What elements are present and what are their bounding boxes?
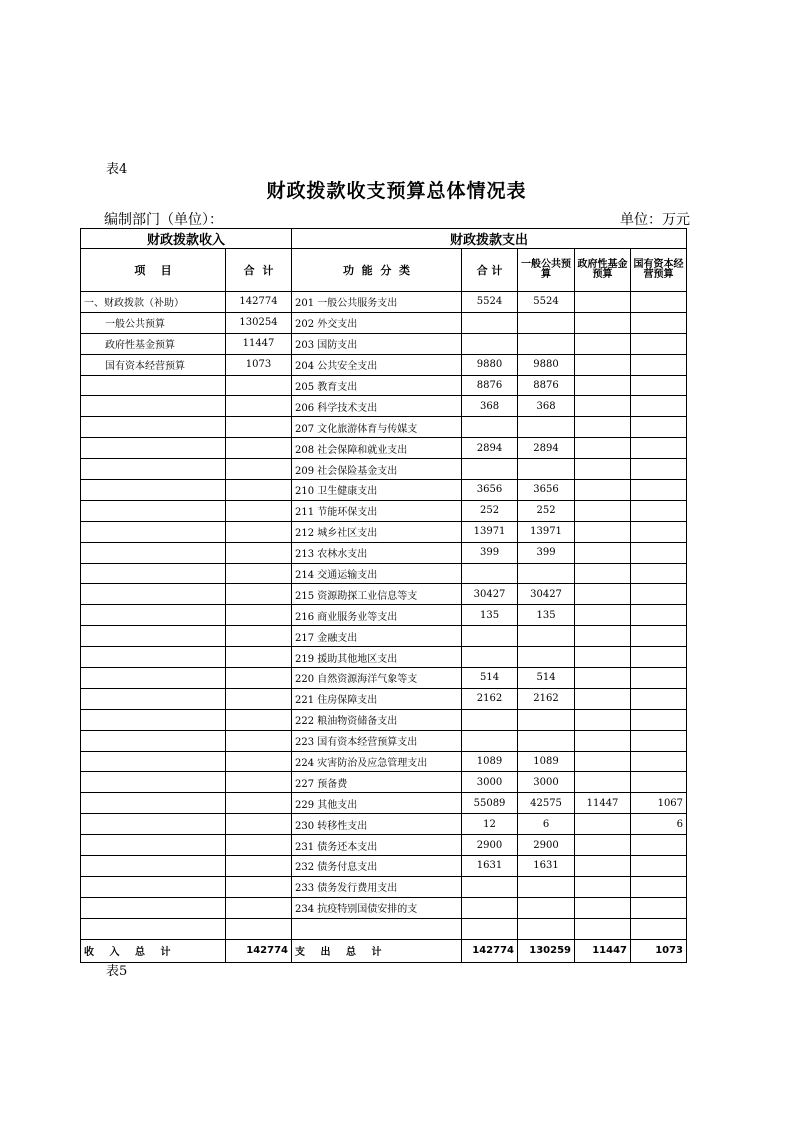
fund-budget-cell (575, 835, 631, 856)
income-grand-total: 142774 (226, 939, 292, 962)
general-budget-cell (518, 730, 575, 751)
category-cell: 201 一般公共服务支出 (292, 292, 462, 313)
table-row (81, 876, 687, 897)
income-total-cell: 11447 (226, 333, 292, 354)
income-total-cell (226, 751, 292, 772)
expense-total-cell (462, 647, 518, 668)
expense-total-cell: 5524 (462, 292, 518, 313)
expense-total-cell (462, 459, 518, 480)
table-row (81, 688, 687, 709)
fund-budget-cell (575, 521, 631, 542)
income-item-cell (81, 876, 226, 897)
category-cell: 222 粮油物资储备支出 (292, 709, 462, 730)
general-budget-cell: 13971 (518, 521, 575, 542)
state-capital-budget-cell (631, 563, 687, 584)
income-total-cell: 142774 (226, 292, 292, 313)
general-budget-cell: 3000 (518, 772, 575, 793)
general-budget-cell: 3656 (518, 480, 575, 501)
general-budget-cell (518, 417, 575, 438)
income-total-cell (226, 480, 292, 501)
category-cell: 211 节能环保支出 (292, 500, 462, 521)
income-item-cell (81, 897, 226, 918)
fund-budget-cell (575, 354, 631, 375)
income-item-cell (81, 542, 226, 563)
expense-total-cell: 55089 (462, 793, 518, 814)
expense-total-cell: 399 (462, 542, 518, 563)
fund-budget-cell (575, 312, 631, 333)
income-item-cell (81, 605, 226, 626)
expense-total-cell (462, 626, 518, 647)
expense-total-cell: 2900 (462, 835, 518, 856)
expense-group-header: 财政拨款支出 (292, 229, 687, 249)
state-capital-budget-cell (631, 521, 687, 542)
state-capital-budget-cell (631, 480, 687, 501)
general-budget-cell: 1089 (518, 751, 575, 772)
table-row (81, 375, 687, 396)
total-row (81, 939, 687, 962)
general-budget-cell (518, 333, 575, 354)
state-capital-budget-cell (631, 417, 687, 438)
state-capital-grand-total: 1073 (631, 939, 687, 962)
income-total-cell (226, 375, 292, 396)
general-budget-cell: 42575 (518, 793, 575, 814)
fund-budget-cell: 11447 (575, 793, 631, 814)
state-capital-budget-cell (631, 396, 687, 417)
income-total-cell (226, 647, 292, 668)
category-cell: 202 外交支出 (292, 312, 462, 333)
unit-label: 单位：万元 (620, 212, 690, 228)
column-header-row (81, 249, 687, 292)
general-budget-cell: 135 (518, 605, 575, 626)
income-item-cell (81, 563, 226, 584)
table-row (81, 563, 687, 584)
fund-budget-cell (575, 333, 631, 354)
category-cell: 234 抗疫特别国债安排的支 (292, 897, 462, 918)
category-cell: 207 文化旅游体育与传媒支 (292, 417, 462, 438)
fund-budget-cell (575, 500, 631, 521)
category-cell: 215 资源勘探工业信息等支 (292, 584, 462, 605)
expense-total-cell: 135 (462, 605, 518, 626)
expense-total-cell: 368 (462, 396, 518, 417)
income-item-cell (81, 647, 226, 668)
income-item-cell (81, 417, 226, 438)
category-cell: 229 其他支出 (292, 793, 462, 814)
income-total-cell (226, 626, 292, 647)
expense-total-cell: 1089 (462, 751, 518, 772)
income-item-cell (81, 709, 226, 730)
state-capital-budget-cell (631, 375, 687, 396)
expense-total-cell (462, 709, 518, 730)
category-cell (292, 918, 462, 939)
fund-budget-cell (575, 584, 631, 605)
state-capital-budget-cell (631, 605, 687, 626)
fund-budget-cell (575, 751, 631, 772)
table-row (81, 918, 687, 939)
income-item-cell (81, 730, 226, 751)
income-total-cell (226, 438, 292, 459)
category-cell: 213 农林水支出 (292, 542, 462, 563)
fund-budget-cell (575, 459, 631, 480)
table-row (81, 814, 687, 835)
state-capital-budget-cell (631, 688, 687, 709)
table-row (81, 709, 687, 730)
organization-label: 编制部门（单位）： (104, 212, 223, 228)
table-row (81, 480, 687, 501)
state-capital-budget-cell (631, 897, 687, 918)
income-item-cell (81, 584, 226, 605)
table-row (81, 521, 687, 542)
state-capital-budget-cell (631, 438, 687, 459)
state-capital-budget-cell (631, 312, 687, 333)
income-item-cell (81, 814, 226, 835)
fund-budget-cell (575, 542, 631, 563)
expense-total-label: 支 出 总 计 (292, 939, 462, 962)
general-budget-header: 一般公共预算 (518, 249, 575, 292)
table-row (81, 835, 687, 856)
state-capital-budget-cell (631, 626, 687, 647)
fund-budget-cell (575, 647, 631, 668)
fund-budget-cell (575, 417, 631, 438)
table-row (81, 396, 687, 417)
general-budget-cell (518, 918, 575, 939)
general-budget-cell: 368 (518, 396, 575, 417)
expense-total-cell (462, 333, 518, 354)
state-capital-budget-cell (631, 730, 687, 751)
category-cell: 210 卫生健康支出 (292, 480, 462, 501)
income-total-cell (226, 856, 292, 877)
income-item-cell: 国有资本经营预算 (81, 354, 226, 375)
state-capital-budget-cell (631, 772, 687, 793)
table-row (81, 542, 687, 563)
fund-budget-cell (575, 563, 631, 584)
income-item-cell (81, 480, 226, 501)
income-item-cell (81, 521, 226, 542)
general-budget-cell: 2162 (518, 688, 575, 709)
fund-budget-cell (575, 375, 631, 396)
category-cell: 208 社会保障和就业支出 (292, 438, 462, 459)
income-item-cell (81, 375, 226, 396)
income-item-cell (81, 835, 226, 856)
fund-budget-cell (575, 814, 631, 835)
income-item-cell (81, 751, 226, 772)
state-capital-budget-cell: 6 (631, 814, 687, 835)
general-budget-cell (518, 563, 575, 584)
category-cell: 231 债务还本支出 (292, 835, 462, 856)
income-total-cell (226, 417, 292, 438)
category-cell: 203 国防支出 (292, 333, 462, 354)
general-budget-cell (518, 626, 575, 647)
table-row (81, 417, 687, 438)
expense-total-cell: 514 (462, 668, 518, 689)
general-budget-cell: 9880 (518, 354, 575, 375)
table-row (81, 292, 687, 313)
income-total-header: 合 计 (226, 249, 292, 292)
income-total-cell (226, 793, 292, 814)
general-budget-cell: 2894 (518, 438, 575, 459)
expense-total-cell: 2162 (462, 688, 518, 709)
income-item-cell (81, 459, 226, 480)
income-item-cell (81, 668, 226, 689)
fund-budget-cell (575, 438, 631, 459)
expense-total-cell: 13971 (462, 521, 518, 542)
fund-budget-cell (575, 918, 631, 939)
state-capital-budget-cell (631, 500, 687, 521)
category-cell: 206 科学技术支出 (292, 396, 462, 417)
state-capital-budget-cell (631, 668, 687, 689)
expense-total-cell: 2894 (462, 438, 518, 459)
expense-total-cell (462, 730, 518, 751)
general-budget-cell: 5524 (518, 292, 575, 313)
fund-grand-total: 11447 (575, 939, 631, 962)
income-item-cell (81, 500, 226, 521)
general-budget-cell: 6 (518, 814, 575, 835)
expense-total-cell: 252 (462, 500, 518, 521)
table-row (81, 793, 687, 814)
income-total-cell (226, 688, 292, 709)
fund-budget-cell (575, 709, 631, 730)
category-cell: 223 国有资本经营预算支出 (292, 730, 462, 751)
category-cell: 205 教育支出 (292, 375, 462, 396)
income-total-cell (226, 814, 292, 835)
table-row (81, 584, 687, 605)
state-capital-budget-cell (631, 835, 687, 856)
page-title: 财政拨款收支预算总体情况表 (266, 180, 527, 202)
income-total-cell (226, 459, 292, 480)
income-total-label: 收 入 总 计 (81, 939, 226, 962)
category-cell: 212 城乡社区支出 (292, 521, 462, 542)
table-row (81, 354, 687, 375)
table-row (81, 459, 687, 480)
state-capital-budget-cell: 1067 (631, 793, 687, 814)
state-capital-budget-cell (631, 647, 687, 668)
category-cell: 232 债务付息支出 (292, 856, 462, 877)
category-cell: 209 社会保险基金支出 (292, 459, 462, 480)
general-budget-cell (518, 459, 575, 480)
fund-budget-header: 政府性基金预算 (575, 249, 631, 292)
state-capital-budget-cell (631, 292, 687, 313)
table-row (81, 647, 687, 668)
fund-budget-cell (575, 856, 631, 877)
state-capital-budget-cell (631, 584, 687, 605)
income-total-cell (226, 584, 292, 605)
income-group-header: 财政拨款收入 (81, 229, 292, 249)
income-item-cell: 政府性基金预算 (81, 333, 226, 354)
expense-total-header: 合 计 (462, 249, 518, 292)
expense-total-cell: 30427 (462, 584, 518, 605)
fund-budget-cell (575, 688, 631, 709)
table-row (81, 626, 687, 647)
income-item-cell (81, 688, 226, 709)
table-row (81, 897, 687, 918)
income-total-cell (226, 918, 292, 939)
expense-total-cell (462, 563, 518, 584)
income-total-cell (226, 876, 292, 897)
table-row (81, 333, 687, 354)
next-table-label: 表5 (106, 964, 128, 979)
table-row (81, 438, 687, 459)
category-cell: 221 住房保障支出 (292, 688, 462, 709)
state-capital-budget-cell (631, 709, 687, 730)
income-item-cell: 一般公共预算 (81, 312, 226, 333)
state-capital-budget-cell (631, 542, 687, 563)
income-item-cell (81, 793, 226, 814)
budget-table (80, 228, 687, 963)
category-header: 功 能 分 类 (292, 249, 462, 292)
expense-total-cell (462, 897, 518, 918)
income-item-cell (81, 626, 226, 647)
expense-total-cell (462, 312, 518, 333)
general-budget-cell: 252 (518, 500, 575, 521)
state-capital-budget-header: 国有资本经营预算 (631, 249, 687, 292)
general-budget-cell: 399 (518, 542, 575, 563)
category-cell: 220 自然资源海洋气象等支 (292, 668, 462, 689)
table-row (81, 772, 687, 793)
general-budget-cell (518, 876, 575, 897)
category-cell: 217 金融支出 (292, 626, 462, 647)
category-cell: 216 商业服务业等支出 (292, 605, 462, 626)
table-row (81, 312, 687, 333)
income-item-cell (81, 856, 226, 877)
group-header-row (81, 229, 687, 249)
category-cell: 219 援助其他地区支出 (292, 647, 462, 668)
general-budget-cell: 514 (518, 668, 575, 689)
state-capital-budget-cell (631, 918, 687, 939)
fund-budget-cell (575, 605, 631, 626)
expense-total-cell (462, 918, 518, 939)
fund-budget-cell (575, 396, 631, 417)
general-budget-cell (518, 709, 575, 730)
fund-budget-cell (575, 772, 631, 793)
expense-total-cell: 9880 (462, 354, 518, 375)
income-total-cell (226, 605, 292, 626)
fund-budget-cell (575, 668, 631, 689)
table-row (81, 730, 687, 751)
general-budget-cell (518, 312, 575, 333)
income-total-cell (226, 668, 292, 689)
income-item-cell (81, 772, 226, 793)
state-capital-budget-cell (631, 459, 687, 480)
table-row (81, 856, 687, 877)
category-cell: 230 转移性支出 (292, 814, 462, 835)
table-row (81, 751, 687, 772)
fund-budget-cell (575, 897, 631, 918)
general-budget-cell: 1631 (518, 856, 575, 877)
expense-grand-total: 142774 (462, 939, 518, 962)
income-item-cell: 一、财政拨款（补助） (81, 292, 226, 313)
income-total-cell (226, 500, 292, 521)
income-total-cell (226, 730, 292, 751)
fund-budget-cell (575, 626, 631, 647)
state-capital-budget-cell (631, 333, 687, 354)
expense-total-cell: 8876 (462, 375, 518, 396)
income-total-cell (226, 396, 292, 417)
fund-budget-cell (575, 292, 631, 313)
income-total-cell (226, 897, 292, 918)
income-item-cell (81, 396, 226, 417)
table-row (81, 605, 687, 626)
income-total-cell (226, 542, 292, 563)
income-total-cell (226, 709, 292, 730)
expense-total-cell: 1631 (462, 856, 518, 877)
state-capital-budget-cell (631, 751, 687, 772)
general-budget-cell (518, 647, 575, 668)
expense-total-cell (462, 417, 518, 438)
income-total-cell (226, 563, 292, 584)
general-budget-cell: 8876 (518, 375, 575, 396)
category-cell: 224 灾害防治及应急管理支出 (292, 751, 462, 772)
state-capital-budget-cell (631, 856, 687, 877)
general-budget-cell: 30427 (518, 584, 575, 605)
category-cell: 214 交通运输支出 (292, 563, 462, 584)
table-row (81, 668, 687, 689)
general-budget-cell: 2900 (518, 835, 575, 856)
category-cell: 233 债务发行费用支出 (292, 876, 462, 897)
item-header: 项 目 (81, 249, 226, 292)
category-cell: 204 公共安全支出 (292, 354, 462, 375)
fund-budget-cell (575, 730, 631, 751)
table-number-label: 表4 (106, 162, 128, 177)
income-total-cell (226, 521, 292, 542)
state-capital-budget-cell (631, 876, 687, 897)
expense-total-cell: 3000 (462, 772, 518, 793)
fund-budget-cell (575, 480, 631, 501)
income-total-cell (226, 772, 292, 793)
expense-total-cell: 12 (462, 814, 518, 835)
general-grand-total: 130259 (518, 939, 575, 962)
general-budget-cell (518, 897, 575, 918)
table-row (81, 500, 687, 521)
income-item-cell (81, 438, 226, 459)
income-total-cell (226, 835, 292, 856)
income-total-cell: 130254 (226, 312, 292, 333)
income-total-cell: 1073 (226, 354, 292, 375)
state-capital-budget-cell (631, 354, 687, 375)
fund-budget-cell (575, 876, 631, 897)
expense-total-cell (462, 876, 518, 897)
income-item-cell (81, 918, 226, 939)
category-cell: 227 预备费 (292, 772, 462, 793)
expense-total-cell: 3656 (462, 480, 518, 501)
